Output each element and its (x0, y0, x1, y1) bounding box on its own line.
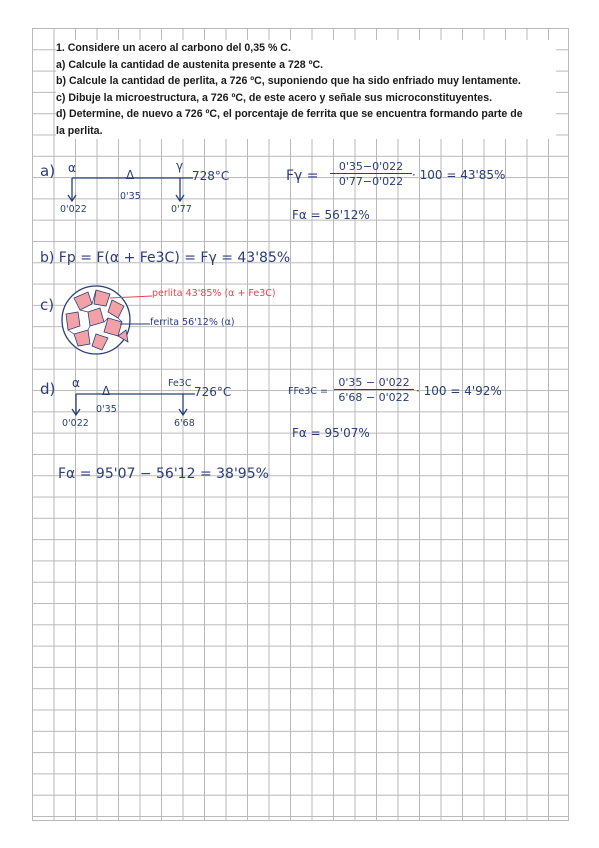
f-gamma-result: · 100 = 43'85% (412, 168, 506, 182)
f-gamma-numerator: 0'35−0'022 (330, 160, 412, 174)
gamma-symbol-a: γ (176, 159, 184, 173)
statement-line-4: c) Dibuje la microestructura, a 726 ºC, de este acero y señale sus microconstituyentes. (56, 91, 493, 104)
temp-a: 728°C (192, 169, 230, 183)
statement-line-2: a) Calcule la cantidad de austenita presente a 728 ºC. (56, 58, 324, 71)
final-equation: Fα = 95'07 − 56'12 = 38'95% (58, 466, 269, 482)
f-alpha-a: Fα = 56'12% (292, 208, 370, 222)
statement-line-1: 1. Considere un acero al carbono del 0,35 % C. (56, 42, 291, 54)
triangle-a: Δ (126, 168, 135, 182)
left-value-d: 0'022 (62, 418, 89, 429)
part-d-label: d) (40, 380, 56, 398)
problem-statement (56, 40, 556, 139)
grid-paper (32, 28, 569, 821)
fe3c-symbol-d: Fe3C (168, 378, 192, 389)
f-gamma-fraction (330, 160, 412, 188)
statement-line-5: d) Determine, de nuevo a 726 ºC, el porcentaje de ferrita que se encuentra formando parte de (56, 108, 523, 120)
triangle-d: Δ (102, 384, 111, 398)
perlite-label: perlita 43'85% (α + Fe3C) (152, 288, 276, 299)
f-alpha-d: Fα = 95'07% (292, 426, 370, 440)
right-value-a: 0'77 (171, 204, 192, 215)
part-b-equation: b) Fp = F(α + Fe3C) = Fγ = 43'85% (40, 250, 291, 266)
left-value-a: 0'022 (60, 204, 87, 215)
right-value-d: 6'68 (174, 418, 195, 429)
f-gamma-lhs: Fγ = (286, 168, 319, 184)
f-gamma-denominator: 0'77−0'022 (338, 175, 404, 188)
f-fe3c-numerator: 0'35 − 0'022 (334, 376, 414, 390)
f-fe3c-result: · 100 = 4'92% (416, 384, 502, 398)
part-c-label: c) (40, 296, 55, 314)
statement-line-3: b) Calcule la cantidad de perlita, a 726 ºC, suponiendo que ha sido enfriado muy lentamente. (56, 75, 521, 87)
statement-line-6: la perlita. (56, 124, 103, 137)
ferrite-label: ferrita 56'12% (α) (150, 317, 235, 328)
mid-value-d: 0'35 (96, 404, 117, 415)
part-a-label: a) (40, 162, 56, 180)
alpha-symbol-a: α (68, 161, 76, 175)
f-fe3c-denominator: 6'68 − 0'022 (338, 391, 410, 404)
mid-value-a: 0'35 (120, 191, 141, 202)
f-fe3c-fraction (334, 376, 414, 404)
f-fe3c-lhs: FFe3C = (288, 386, 328, 397)
temp-d: 726°C (194, 385, 232, 399)
alpha-symbol-d: α (72, 376, 80, 390)
